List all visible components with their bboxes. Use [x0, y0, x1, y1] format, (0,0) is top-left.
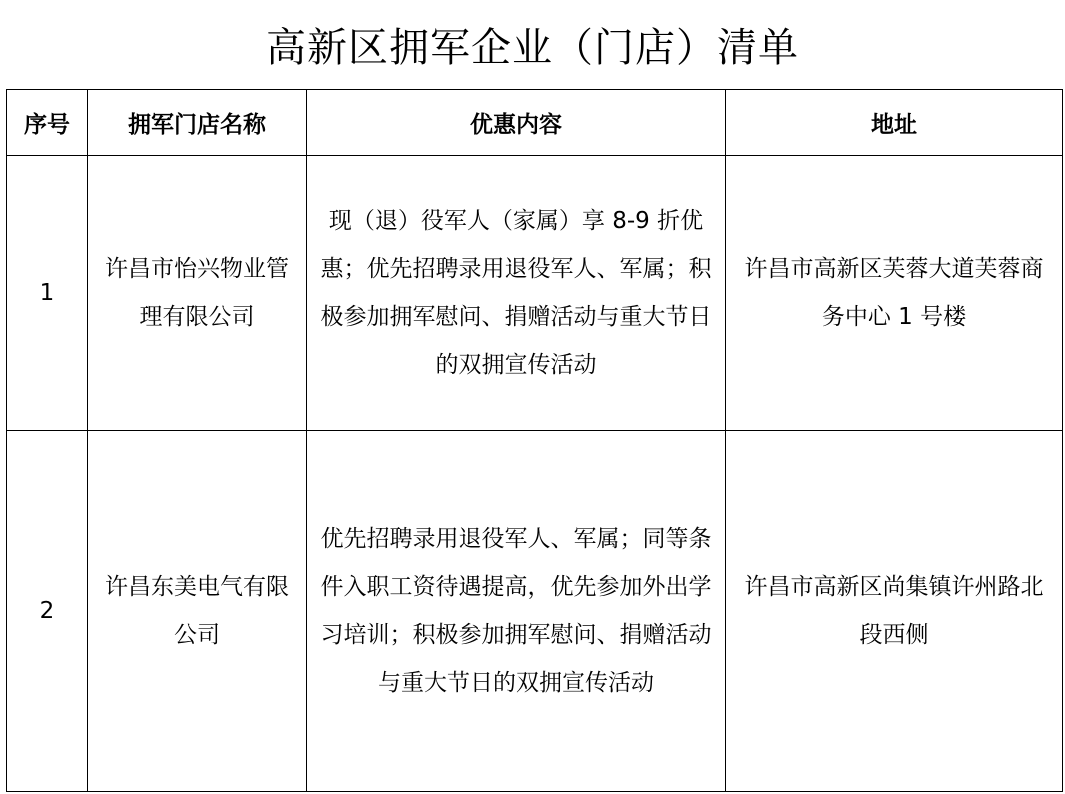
store-name: 许昌东美电气有限公司 [105, 574, 289, 648]
table-header-row [7, 90, 1063, 156]
enterprise-table [6, 89, 1063, 792]
cell-index: 1 [7, 156, 88, 431]
page-title: 高新区拥军企业（门店）清单 [266, 25, 799, 71]
address-text: 许昌市高新区尚集镇许州路北段西侧 [744, 574, 1044, 648]
table-row [7, 431, 1063, 792]
table-row [7, 156, 1063, 431]
header-address: 地址 [726, 90, 1063, 156]
header-index: 序号 [7, 90, 88, 156]
cell-offer [307, 431, 726, 792]
cell-offer [307, 156, 726, 431]
cell-index: 2 [7, 431, 88, 792]
store-name: 许昌市怡兴物业管理有限公司 [105, 256, 289, 330]
offer-text: 优先招聘录用退役军人、军属；同等条件入职工资待遇提高，优先参加外出学习培训；积极参加拥军慰问、捐赠活动与重大节日的双拥宣传活动 [320, 526, 712, 696]
cell-name [88, 156, 307, 431]
cell-address [726, 431, 1063, 792]
cell-address [726, 156, 1063, 431]
address-text: 许昌市高新区芙蓉大道芙蓉商务中心 1 号楼 [744, 256, 1044, 330]
header-offer: 优惠内容 [307, 90, 726, 156]
offer-text: 现（退）役军人（家属）享 8-9 折优惠；优先招聘录用退役军人、军属；积极参加拥军慰问、捐赠活动与重大节日的双拥宣传活动 [320, 208, 712, 378]
header-name: 拥军门店名称 [88, 90, 307, 156]
cell-name [88, 431, 307, 792]
